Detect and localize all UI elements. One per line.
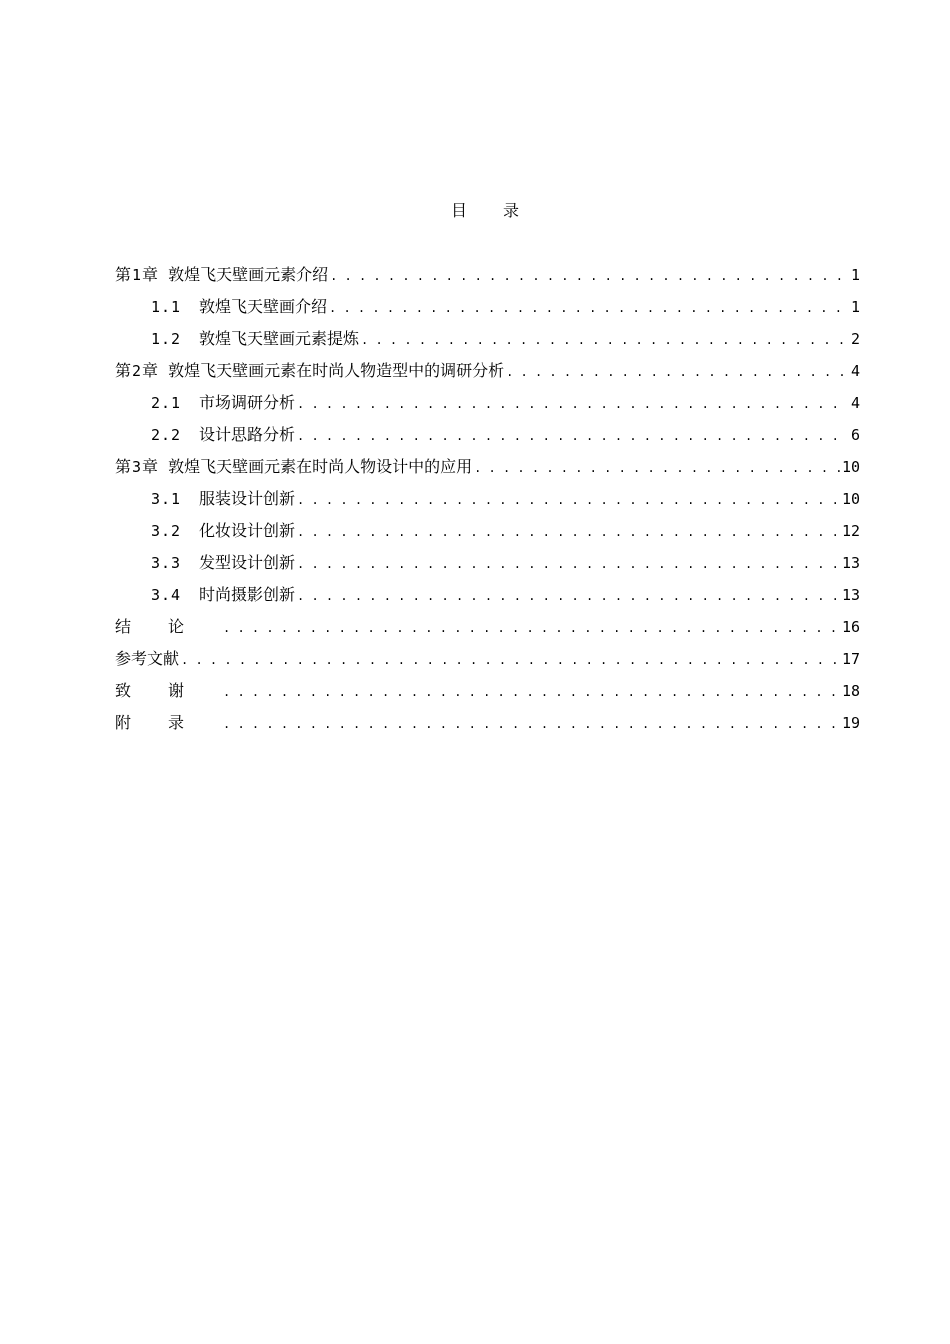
entry-label: 敦煌飞天壁画元素在时尚人物设计中的应用	[168, 457, 473, 476]
toc-entry-section-3-3[interactable]	[115, 550, 860, 582]
section-number: 3.1	[151, 490, 182, 508]
entry-label: 敦煌飞天壁画介绍	[199, 297, 328, 316]
toc-entry-section-2-2[interactable]	[115, 422, 860, 454]
entry-page-number: 13	[841, 586, 860, 604]
toc-entry-chapter-1[interactable]	[115, 262, 860, 294]
toc-title-part2: 录	[503, 201, 520, 220]
entry-page-number: 16	[841, 618, 860, 636]
entry-page-number: 12	[841, 522, 860, 540]
section-number: 3.2	[151, 522, 182, 540]
toc-entry-section-1-1[interactable]	[115, 294, 860, 326]
entry-label: 发型设计创新	[199, 553, 296, 572]
dot-leader	[223, 615, 840, 641]
entry-label: 致谢	[115, 681, 222, 700]
section-number: 2.1	[151, 394, 182, 412]
dot-leader	[297, 423, 849, 449]
toc-entry-appendix[interactable]	[115, 710, 860, 742]
entry-page-number: 1	[850, 266, 860, 284]
dot-leader	[297, 519, 840, 545]
entry-label: 敦煌飞天壁画元素在时尚人物造型中的调研分析	[168, 361, 505, 380]
entry-label: 服装设计创新	[199, 489, 296, 508]
section-number: 1.2	[151, 330, 182, 348]
chapter-number: 第2章	[115, 361, 159, 380]
entry-label: 参考文献	[115, 649, 180, 668]
entry-page-number: 4	[850, 394, 860, 412]
entry-label: 化妆设计创新	[199, 521, 296, 540]
entry-page-number: 10	[841, 490, 860, 508]
dot-leader	[297, 391, 849, 417]
toc-entry-acknowledgements[interactable]	[115, 678, 860, 710]
dot-leader	[329, 295, 849, 321]
toc-entry-section-3-1[interactable]	[115, 486, 860, 518]
toc-entry-section-2-1[interactable]	[115, 390, 860, 422]
toc-entry-chapter-3[interactable]	[115, 454, 860, 486]
entry-page-number: 1	[850, 298, 860, 316]
table-of-contents	[115, 262, 860, 742]
entry-label: 敦煌飞天壁画元素提炼	[199, 329, 360, 348]
section-number: 3.4	[151, 586, 182, 604]
entry-label: 结论	[115, 617, 222, 636]
dot-leader	[223, 711, 840, 737]
dot-leader	[297, 583, 840, 609]
section-number: 2.2	[151, 426, 182, 444]
toc-entry-references[interactable]	[115, 646, 860, 678]
entry-label: 设计思路分析	[199, 425, 296, 444]
section-number: 3.3	[151, 554, 182, 572]
entry-label: 敦煌飞天壁画元素介绍	[168, 265, 329, 284]
dot-leader	[474, 455, 840, 481]
dot-leader	[297, 487, 840, 513]
dot-leader	[506, 359, 849, 385]
dot-leader	[361, 327, 849, 353]
chapter-number: 第3章	[115, 457, 159, 476]
entry-label: 附录	[115, 713, 222, 732]
entry-page-number: 17	[841, 650, 860, 668]
dot-leader	[223, 679, 840, 705]
chapter-number: 第1章	[115, 265, 159, 284]
entry-page-number: 2	[850, 330, 860, 348]
entry-page-number: 4	[850, 362, 860, 380]
toc-entry-section-3-2[interactable]	[115, 518, 860, 550]
entry-page-number: 6	[850, 426, 860, 444]
toc-entry-chapter-2[interactable]	[115, 358, 860, 390]
toc-entry-section-3-4[interactable]	[115, 582, 860, 614]
dot-leader	[181, 647, 840, 673]
entry-page-number: 10	[841, 458, 860, 476]
toc-title-part1: 目	[450, 201, 467, 220]
dot-leader	[330, 263, 849, 289]
toc-title	[0, 199, 950, 223]
toc-entry-conclusion[interactable]	[115, 614, 860, 646]
section-number: 1.1	[151, 298, 182, 316]
dot-leader	[297, 551, 840, 577]
entry-label: 市场调研分析	[199, 393, 296, 412]
entry-page-number: 18	[841, 682, 860, 700]
toc-entry-section-1-2[interactable]	[115, 326, 860, 358]
entry-page-number: 19	[841, 714, 860, 732]
entry-page-number: 13	[841, 554, 860, 572]
entry-label: 时尚摄影创新	[199, 585, 296, 604]
